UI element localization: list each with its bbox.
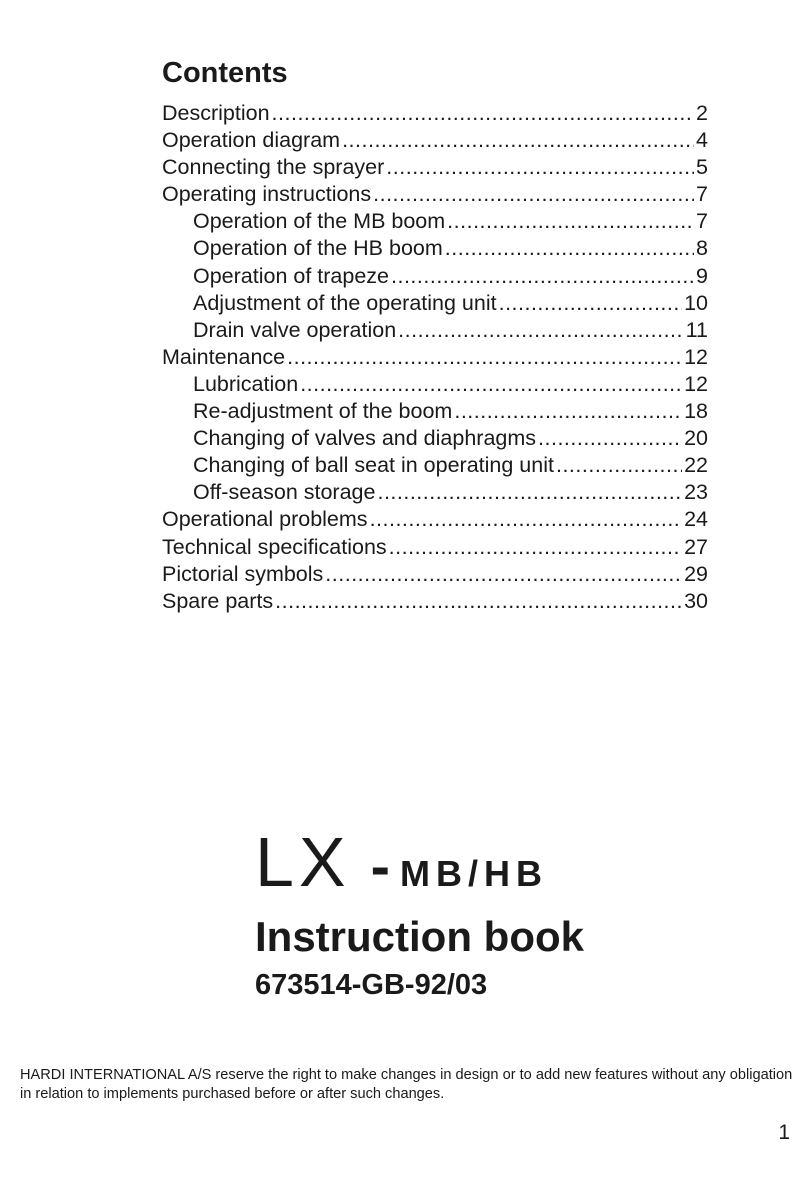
toc-entry-title: Technical specifications (162, 534, 387, 559)
toc-entry[interactable] (162, 208, 708, 235)
toc-entry-page: 7 (696, 182, 708, 207)
toc-entry-title: Operation diagram (162, 128, 341, 153)
toc-dot-leader (342, 127, 694, 154)
page-number: 1 (778, 1121, 790, 1144)
table-of-contents (162, 100, 708, 615)
toc-entry-title: Lubrication (193, 371, 299, 396)
toc-entry-page: 12 (684, 344, 708, 369)
toc-dot-leader (391, 263, 694, 290)
toc-entry-page: 5 (696, 155, 708, 180)
toc-entry[interactable] (162, 127, 708, 154)
toc-entry-page: 8 (696, 236, 708, 261)
toc-entry-page: 20 (684, 426, 708, 451)
toc-entry-title: Operation of the HB boom (193, 236, 443, 261)
product-title (255, 822, 548, 919)
toc-entry-page: 22 (684, 453, 708, 478)
toc-entry[interactable] (162, 317, 708, 344)
toc-dot-leader (287, 344, 682, 371)
toc-entry-title: Adjustment of the operating unit (193, 290, 497, 315)
disclaimer-text: HARDI INTERNATIONAL A/S reserve the right to make changes in design or to add new features without any obligation in relation to implements purchased before or after such changes. (20, 1067, 793, 1102)
contents-heading: Contents (162, 57, 288, 89)
toc-entry-page: 7 (696, 209, 708, 234)
model-separator: - (370, 834, 390, 899)
toc-entry-page: 12 (684, 371, 708, 396)
toc-entry[interactable] (162, 534, 708, 561)
toc-entry-page: 10 (684, 290, 708, 315)
toc-dot-leader (373, 181, 694, 208)
toc-entry-page: 23 (684, 480, 708, 505)
toc-entry-page: 2 (696, 101, 708, 125)
toc-entry[interactable] (162, 263, 708, 290)
toc-entry-page: 4 (696, 128, 708, 153)
toc-entry[interactable] (162, 452, 708, 479)
toc-entry[interactable] (162, 425, 708, 452)
toc-entry[interactable] (162, 100, 708, 127)
toc-entry-title: Re-adjustment of the boom (193, 399, 453, 424)
toc-entry-title: Spare parts (162, 588, 274, 613)
toc-entry-title: Changing of valves and diaphragms (193, 426, 537, 451)
toc-dot-leader (272, 100, 694, 127)
toc-dot-leader (377, 479, 682, 506)
toc-dot-leader (370, 506, 683, 533)
toc-dot-leader (445, 235, 694, 262)
document-code: 673514-GB-92/03 (255, 969, 488, 1001)
toc-entry-title: Maintenance (162, 344, 286, 369)
toc-dot-leader (447, 208, 694, 235)
toc-entry-title: Operating instructions (162, 182, 372, 207)
toc-entry[interactable] (162, 154, 708, 181)
toc-entry-title: Drain valve operation (193, 317, 397, 342)
toc-dot-leader (398, 317, 684, 344)
toc-entry-title: Description (162, 101, 270, 125)
toc-entry[interactable] (162, 479, 708, 506)
toc-entry-page: 29 (684, 561, 708, 586)
toc-entry[interactable] (162, 371, 708, 398)
book-title: Instruction book (255, 913, 584, 960)
toc-entry-title: Operation of trapeze (193, 263, 390, 288)
toc-entry[interactable] (162, 344, 708, 371)
toc-entry-title: Pictorial symbols (162, 561, 324, 586)
toc-dot-leader (275, 588, 682, 615)
toc-dot-leader (386, 154, 694, 181)
toc-entry-page: 9 (696, 263, 708, 288)
toc-dot-leader (325, 561, 682, 588)
toc-entry-page: 30 (684, 588, 708, 613)
model-variant: MB/HB (399, 853, 548, 894)
toc-entry[interactable] (162, 290, 708, 317)
toc-entry[interactable] (162, 398, 708, 425)
toc-entry-title: Off-season storage (193, 480, 376, 505)
model-name: LX (255, 823, 351, 901)
toc-dot-leader (389, 534, 682, 561)
toc-dot-leader (300, 371, 682, 398)
toc-dot-leader (538, 425, 682, 452)
toc-entry[interactable] (162, 561, 708, 588)
toc-dot-leader (556, 452, 682, 479)
toc-entry[interactable] (162, 506, 708, 533)
toc-entry-title: Changing of ball seat in operating unit (193, 453, 554, 478)
toc-dot-leader (454, 398, 682, 425)
toc-entry-title: Operation of the MB boom (193, 209, 446, 234)
toc-entry-title: Operational problems (162, 507, 368, 532)
toc-entry[interactable] (162, 181, 708, 208)
toc-entry-page: 11 (685, 317, 708, 342)
toc-dot-leader (499, 290, 682, 317)
toc-entry-page: 27 (684, 534, 708, 559)
toc-entry[interactable] (162, 588, 708, 615)
toc-entry-title: Connecting the sprayer (162, 155, 385, 180)
toc-entry-page: 18 (684, 399, 708, 424)
toc-entry-page: 24 (684, 507, 708, 532)
toc-entry[interactable] (162, 235, 708, 262)
